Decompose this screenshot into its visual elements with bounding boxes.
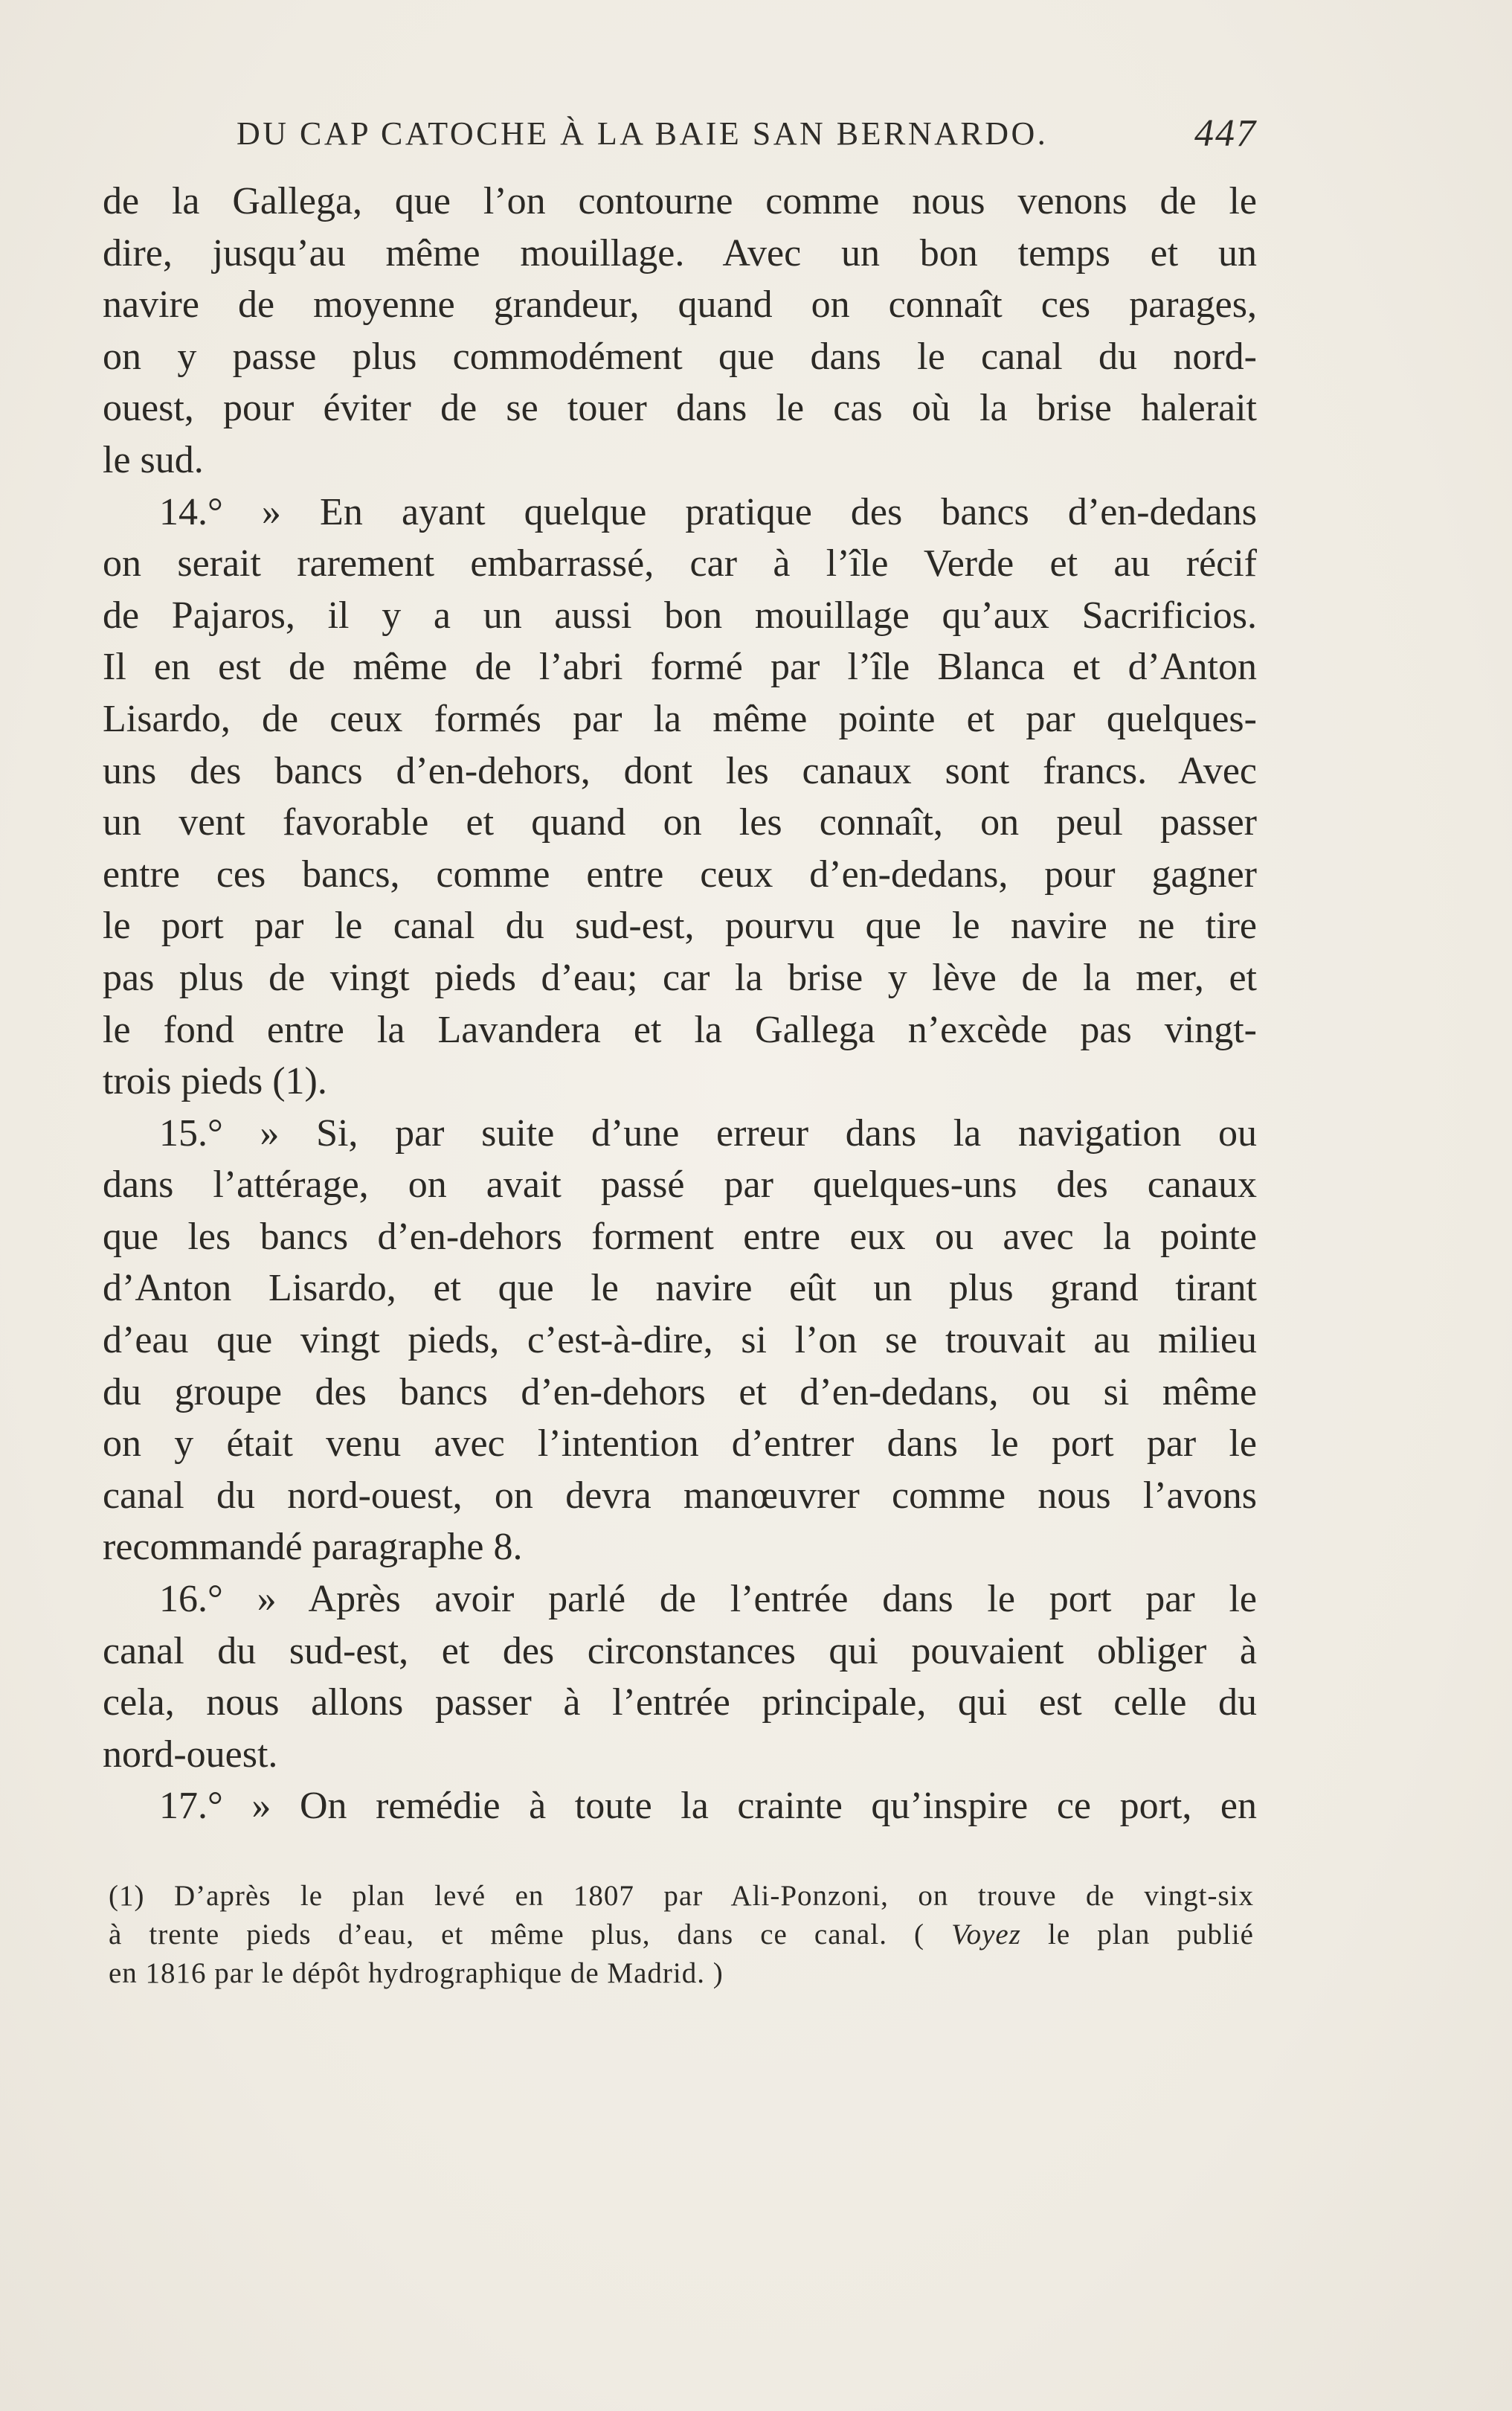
- text-line: le port par le canal du sud-est, pourvu que le navire ne tire: [103, 905, 1257, 948]
- text-line: d’eau que vingt pieds, c’est-à-dire, si l’on se trouvait au milieu: [103, 1319, 1257, 1362]
- text-line: de Pajaros, il y a un aussi bon mouillage qu’aux Sacrificios.: [103, 594, 1257, 637]
- running-title: DU CAP CATOCHE À LA BAIE SAN BERNARDO.: [237, 115, 1049, 152]
- paragraph-17-start: 17.° » On remédie à toute la crainte qu’inspire ce port, en: [159, 1785, 1257, 1828]
- footnote-line: (1) D’après le plan levé en 1807 par Ali-Ponzoni, on trouve de vingt-six: [109, 1880, 1254, 1912]
- footnote-italic-text: Voyez: [951, 1919, 1021, 1951]
- text-line: on y passe plus commodément que dans le canal du nord-: [103, 335, 1257, 378]
- footnote-line: [109, 1916, 1254, 1954]
- text-line: le sud.: [103, 438, 204, 481]
- footnote-text: à trente pieds d’eau, et même plus, dans ce canal. (: [109, 1919, 952, 1951]
- main-text: [103, 176, 1257, 1832]
- footnote-text: le plan publié: [1020, 1919, 1254, 1951]
- text-line: un vent favorable et quand on les connaît, on peul passer: [103, 801, 1257, 844]
- text-line: d’Anton Lisardo, et que le navire eût un plus grand tirant: [103, 1267, 1257, 1310]
- text-line: canal du nord-ouest, on devra manœuvrer comme nous l’avons: [103, 1474, 1257, 1517]
- text-line: dans l’attérage, on avait passé par quelques-uns des canaux: [103, 1163, 1257, 1207]
- text-line: on serait rarement embarrassé, car à l’île Verde et au récif: [103, 542, 1257, 585]
- text-line: recommandé paragraphe 8.: [103, 1526, 523, 1569]
- text-line: dire, jusqu’au même mouillage. Avec un bon temps et un: [103, 231, 1257, 275]
- text-line: trois pieds (1).: [103, 1060, 327, 1103]
- text-line: pas plus de vingt pieds d’eau; car la brise y lève de la mer, et: [103, 956, 1257, 999]
- text-line: Il en est de même de l’abri formé par l’île Blanca et d’Anton: [103, 646, 1257, 689]
- page-header: [103, 112, 1257, 156]
- text-line: que les bancs d’en-dehors forment entre eux ou avec la pointe: [103, 1215, 1257, 1258]
- text-line: ouest, pour éviter de se touer dans le cas où la brise halerait: [103, 387, 1257, 430]
- text-line: de la Gallega, que l’on contourne comme nous venons de le: [103, 180, 1257, 222]
- page-number: 447: [1194, 112, 1257, 155]
- paragraph-16-start: 16.° » Après avoir parlé de l’entrée dans le port par le: [159, 1578, 1257, 1621]
- text-line: on y était venu avec l’intention d’entrer dans le port par le: [103, 1422, 1257, 1465]
- text-line: nord-ouest.: [103, 1733, 278, 1776]
- footnote: [109, 1877, 1254, 1993]
- text-line: navire de moyenne grandeur, quand on connaît ces parages,: [103, 283, 1257, 327]
- text-line: uns des bancs d’en-dehors, dont les canaux sont francs. Avec: [103, 749, 1257, 792]
- text-line: le fond entre la Lavandera et la Gallega n’excède pas vingt-: [103, 1008, 1257, 1051]
- footnote-line: en 1816 par le dépôt hydrographique de Madrid. ): [109, 1957, 724, 1989]
- paragraph-14-start: 14.° » En ayant quelque pratique des bancs d’en-dedans: [159, 490, 1257, 533]
- text-line: Lisardo, de ceux formés par la même pointe et par quelques-: [103, 697, 1257, 740]
- text-line: cela, nous allons passer à l’entrée principale, qui est celle du: [103, 1681, 1257, 1724]
- text-line: du groupe des bancs d’en-dehors et d’en-dedans, ou si même: [103, 1370, 1257, 1413]
- text-line: canal du sud-est, et des circonstances qui pouvaient obliger à: [103, 1629, 1257, 1672]
- paragraph-15-start: 15.° » Si, par suite d’une erreur dans la navigation ou: [159, 1111, 1257, 1155]
- text-line: entre ces bancs, comme entre ceux d’en-dedans, pour gagner: [103, 853, 1257, 896]
